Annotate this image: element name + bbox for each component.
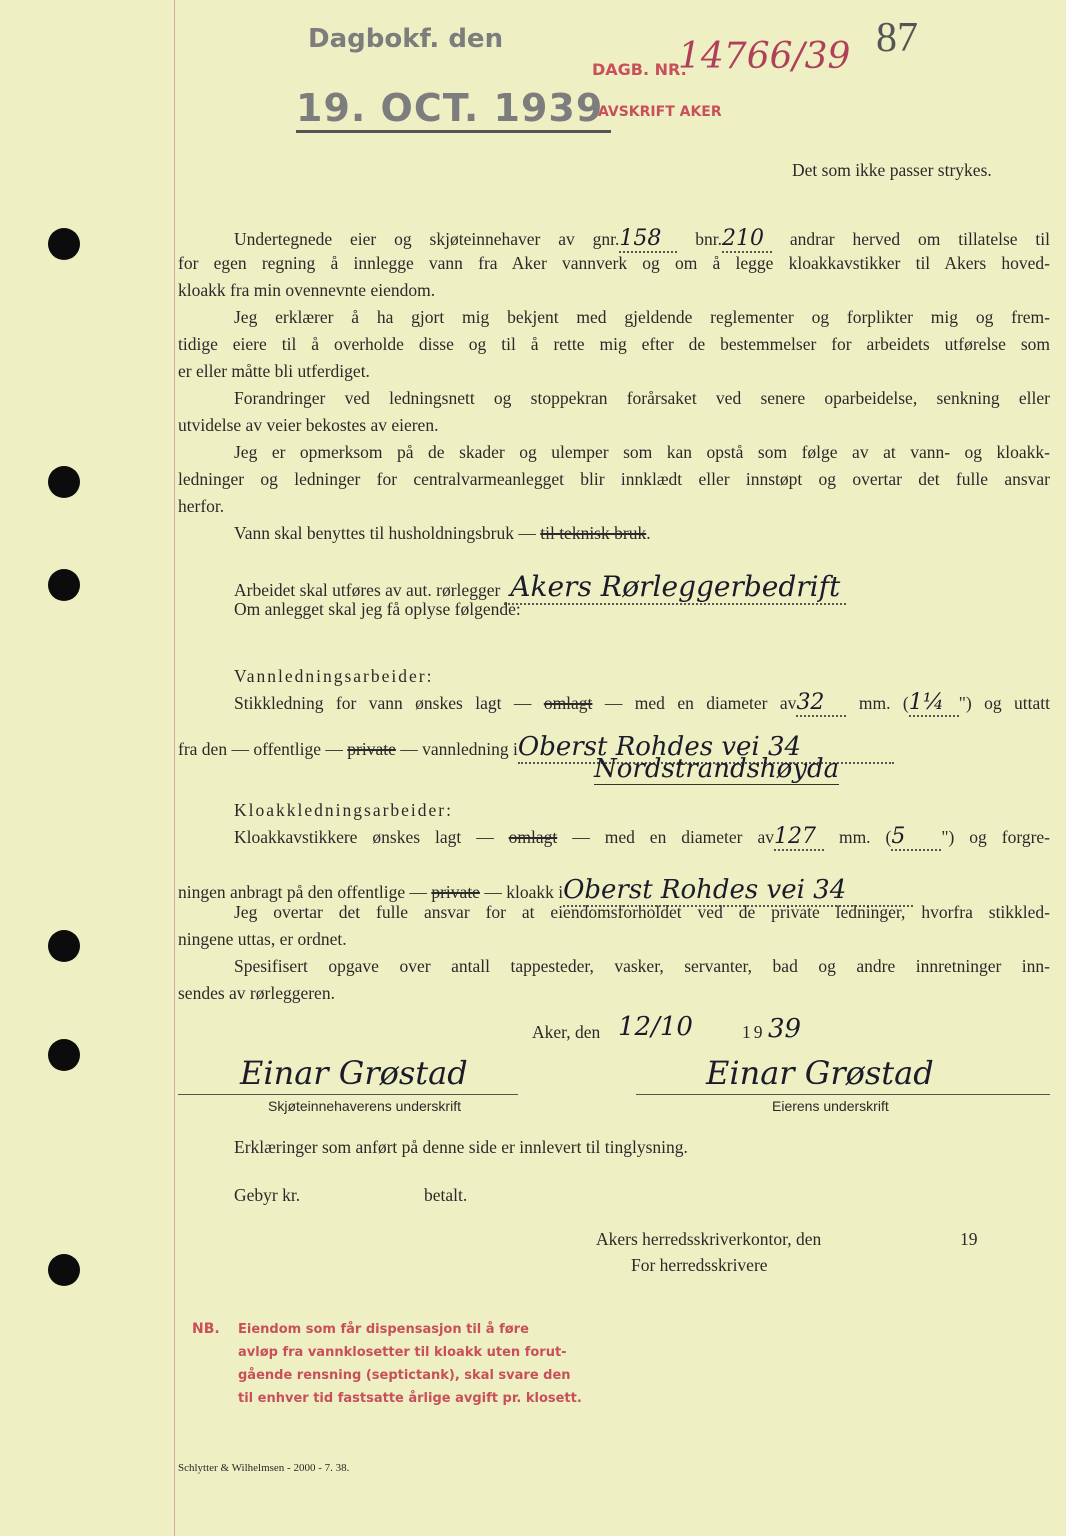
nb-line: Eiendom som får dispensasjon til å føre	[238, 1322, 529, 1337]
para6-line1: Spesifisert opgave over antall tappesteder, vasker, servanter, bad og andre innretninger inn-	[234, 956, 1050, 976]
sewer-public-text: ningen anbragt på den offentlige —	[178, 882, 427, 902]
left-signature-line	[178, 1094, 518, 1095]
inform-line: Om anlegget skal jeg få oplyse følgende:	[234, 599, 521, 619]
para1-line1	[234, 226, 1050, 253]
para4-line3: herfor.	[178, 496, 225, 516]
struck-omlagt-sewer: omlagt	[508, 827, 558, 847]
office-line1: Akers herredsskriverkontor, den	[596, 1229, 822, 1249]
para1-line3: kloakk fra min ovennevnte eiendom.	[178, 280, 436, 300]
para2-line2: tidige eiere til å overholde disse og til å rette mig efter de bestemmelser for arbeidets utførelse som	[178, 334, 1050, 354]
water-uttatt-text: ") og uttatt	[958, 693, 1051, 713]
sewer-diameter-label: — med en diameter av	[572, 827, 774, 847]
plumber-value: Akers Rørleggerbedrift	[504, 570, 846, 605]
water-main-label: — vannledning i	[400, 739, 518, 759]
sewer-mm-label: mm. (	[838, 827, 892, 847]
para5-line1: Jeg overtar det fulle ansvar for at eiendomsforholdet ved de private ledninger, hvorfra stikkled-	[234, 902, 1050, 922]
right-signature-line	[636, 1094, 1050, 1095]
date-place: Aker, den	[532, 1022, 601, 1042]
punch-hole	[48, 466, 80, 498]
printer-imprint: Schlytter & Wilhelmsen - 2000 - 7. 38.	[178, 1462, 350, 1474]
page-number: 87	[876, 15, 918, 61]
margin-rule	[174, 0, 175, 1536]
punch-hole	[48, 1039, 80, 1071]
water-use-text: Vann skal benyttes til husholdningsbruk —	[234, 523, 536, 543]
nb-label: NB.	[192, 1321, 220, 1337]
para1-line2: for egen regning å innlegge vann fra Aker vannverk og om å legge kloakkavstikker til Akers hoved-	[178, 253, 1050, 273]
struck-omlagt: omlagt	[543, 693, 593, 713]
fee-label: Gebyr kr.	[234, 1185, 301, 1205]
para2-line3: er eller måtte bli utferdiget.	[178, 361, 370, 381]
date-value: 12/10	[618, 1012, 693, 1042]
left-signature: Einar Grøstad	[240, 1054, 468, 1092]
water-line1	[234, 690, 1050, 717]
sewer-forgre-text: ") og forgre-	[941, 827, 1051, 847]
gnr-value: 158	[619, 226, 677, 253]
water-diameter-inch: 1¼	[909, 690, 959, 717]
fee-paid: betalt.	[424, 1185, 468, 1205]
sewer-section-title: Kloakkledningsarbeider:	[234, 800, 454, 820]
struck-private-sewer: private	[431, 882, 480, 902]
right-signature-label: Eierens underskrift	[772, 1098, 889, 1114]
nb-line: avløp fra vannklosetter til kloakk uten forut-	[238, 1345, 567, 1360]
water-mm-label: mm. (	[858, 693, 909, 713]
dagbok-stamp-date: 19. OCT. 1939	[296, 86, 611, 133]
nb-text	[238, 1318, 582, 1410]
bnr-label: bnr.	[695, 229, 723, 249]
dagb-nr-label: DAGB. NR.	[592, 60, 687, 79]
declaration-text: Erklæringer som anført på denne side er innlevert til tinglysning.	[234, 1137, 688, 1157]
struck-private: private	[347, 739, 396, 759]
para5-line2: ningene uttas, er ordnet.	[178, 929, 347, 949]
sewer-line1	[234, 824, 1050, 851]
right-signature: Einar Grøstad	[706, 1054, 934, 1092]
office-year: 19	[960, 1229, 978, 1249]
water-diameter-label: — med en diameter av	[604, 693, 797, 713]
year-value: 39	[768, 1014, 802, 1044]
para2-line1: Jeg erklærer å ha gjort mig bekjent med gjeldende reglementer og forplikter mig og frem-	[234, 307, 1050, 327]
water-section-title: Vannledningsarbeider:	[234, 666, 434, 686]
nb-line: til enhver tid fastsatte årlige avgift pr. klosett.	[238, 1391, 582, 1406]
para4-line2: ledninger og ledninger for centralvarmeanlegget blir innklædt eller innstøpt og overtar det fulle ansvar	[178, 469, 1050, 489]
water-use-period: .	[646, 523, 651, 543]
punch-hole	[48, 569, 80, 601]
punch-hole	[48, 930, 80, 962]
bnr-value: 210	[722, 226, 772, 253]
water-street-area: Nordstrandshøyda	[594, 754, 840, 784]
gnr-label: Undertegnede eier og skjøteinnehaver av gnr.	[234, 229, 620, 249]
sewer-main-label: — kloakk i	[484, 882, 564, 902]
water-public-text: fra den — offentlige —	[178, 739, 343, 759]
sewer-branch-text: Kloakkavstikkere ønskes lagt —	[234, 827, 494, 847]
dagb-nr-value: 14766/39	[678, 36, 851, 77]
para1-text: andrar herved om tillatelse til	[789, 229, 1050, 249]
sewer-street-value: Oberst Rohdes vei 34	[563, 875, 913, 907]
water-pipe-text: Stikkledning for vann ønskes lagt —	[234, 693, 532, 713]
nb-line: gående rensning (septictank), skal svare den	[238, 1368, 571, 1383]
para3-line2: utvidelse av veier bekostes av eieren.	[178, 415, 439, 435]
left-signature-label: Skjøteinnehaverens underskrift	[268, 1098, 461, 1114]
dagbok-stamp-label: Dagbokf. den	[308, 24, 504, 54]
office-line2: For herredsskrivere	[631, 1255, 768, 1275]
avskrift-stamp: AVSKRIFT AKER	[598, 104, 722, 120]
punch-hole	[48, 1254, 80, 1286]
struck-technical-use: til teknisk bruk	[540, 523, 647, 543]
plumber-label: Arbeidet skal utføres av aut. rørlegger	[234, 580, 501, 600]
sewer-diameter-inch: 5	[891, 824, 941, 851]
instruction-text: Det som ikke passer strykes.	[792, 160, 992, 180]
para4-line1: Jeg er opmerksom på de skader og ulemper som kan opstå som følge av at vann- og kloakk-	[234, 442, 1050, 462]
para6-line2: sendes av rørleggeren.	[178, 983, 335, 1003]
para3-line1: Forandringer ved ledningsnett og stoppekran forårsaket ved senere oparbeidelse, senkning eller	[234, 388, 1050, 408]
year-prefix: 19	[742, 1022, 766, 1042]
punch-hole	[48, 228, 80, 260]
water-use-line	[234, 523, 651, 544]
sewer-diameter-mm: 127	[774, 824, 824, 851]
water-street-value: Oberst Rohdes vei 34	[518, 732, 894, 764]
water-diameter-mm: 32	[796, 690, 846, 717]
